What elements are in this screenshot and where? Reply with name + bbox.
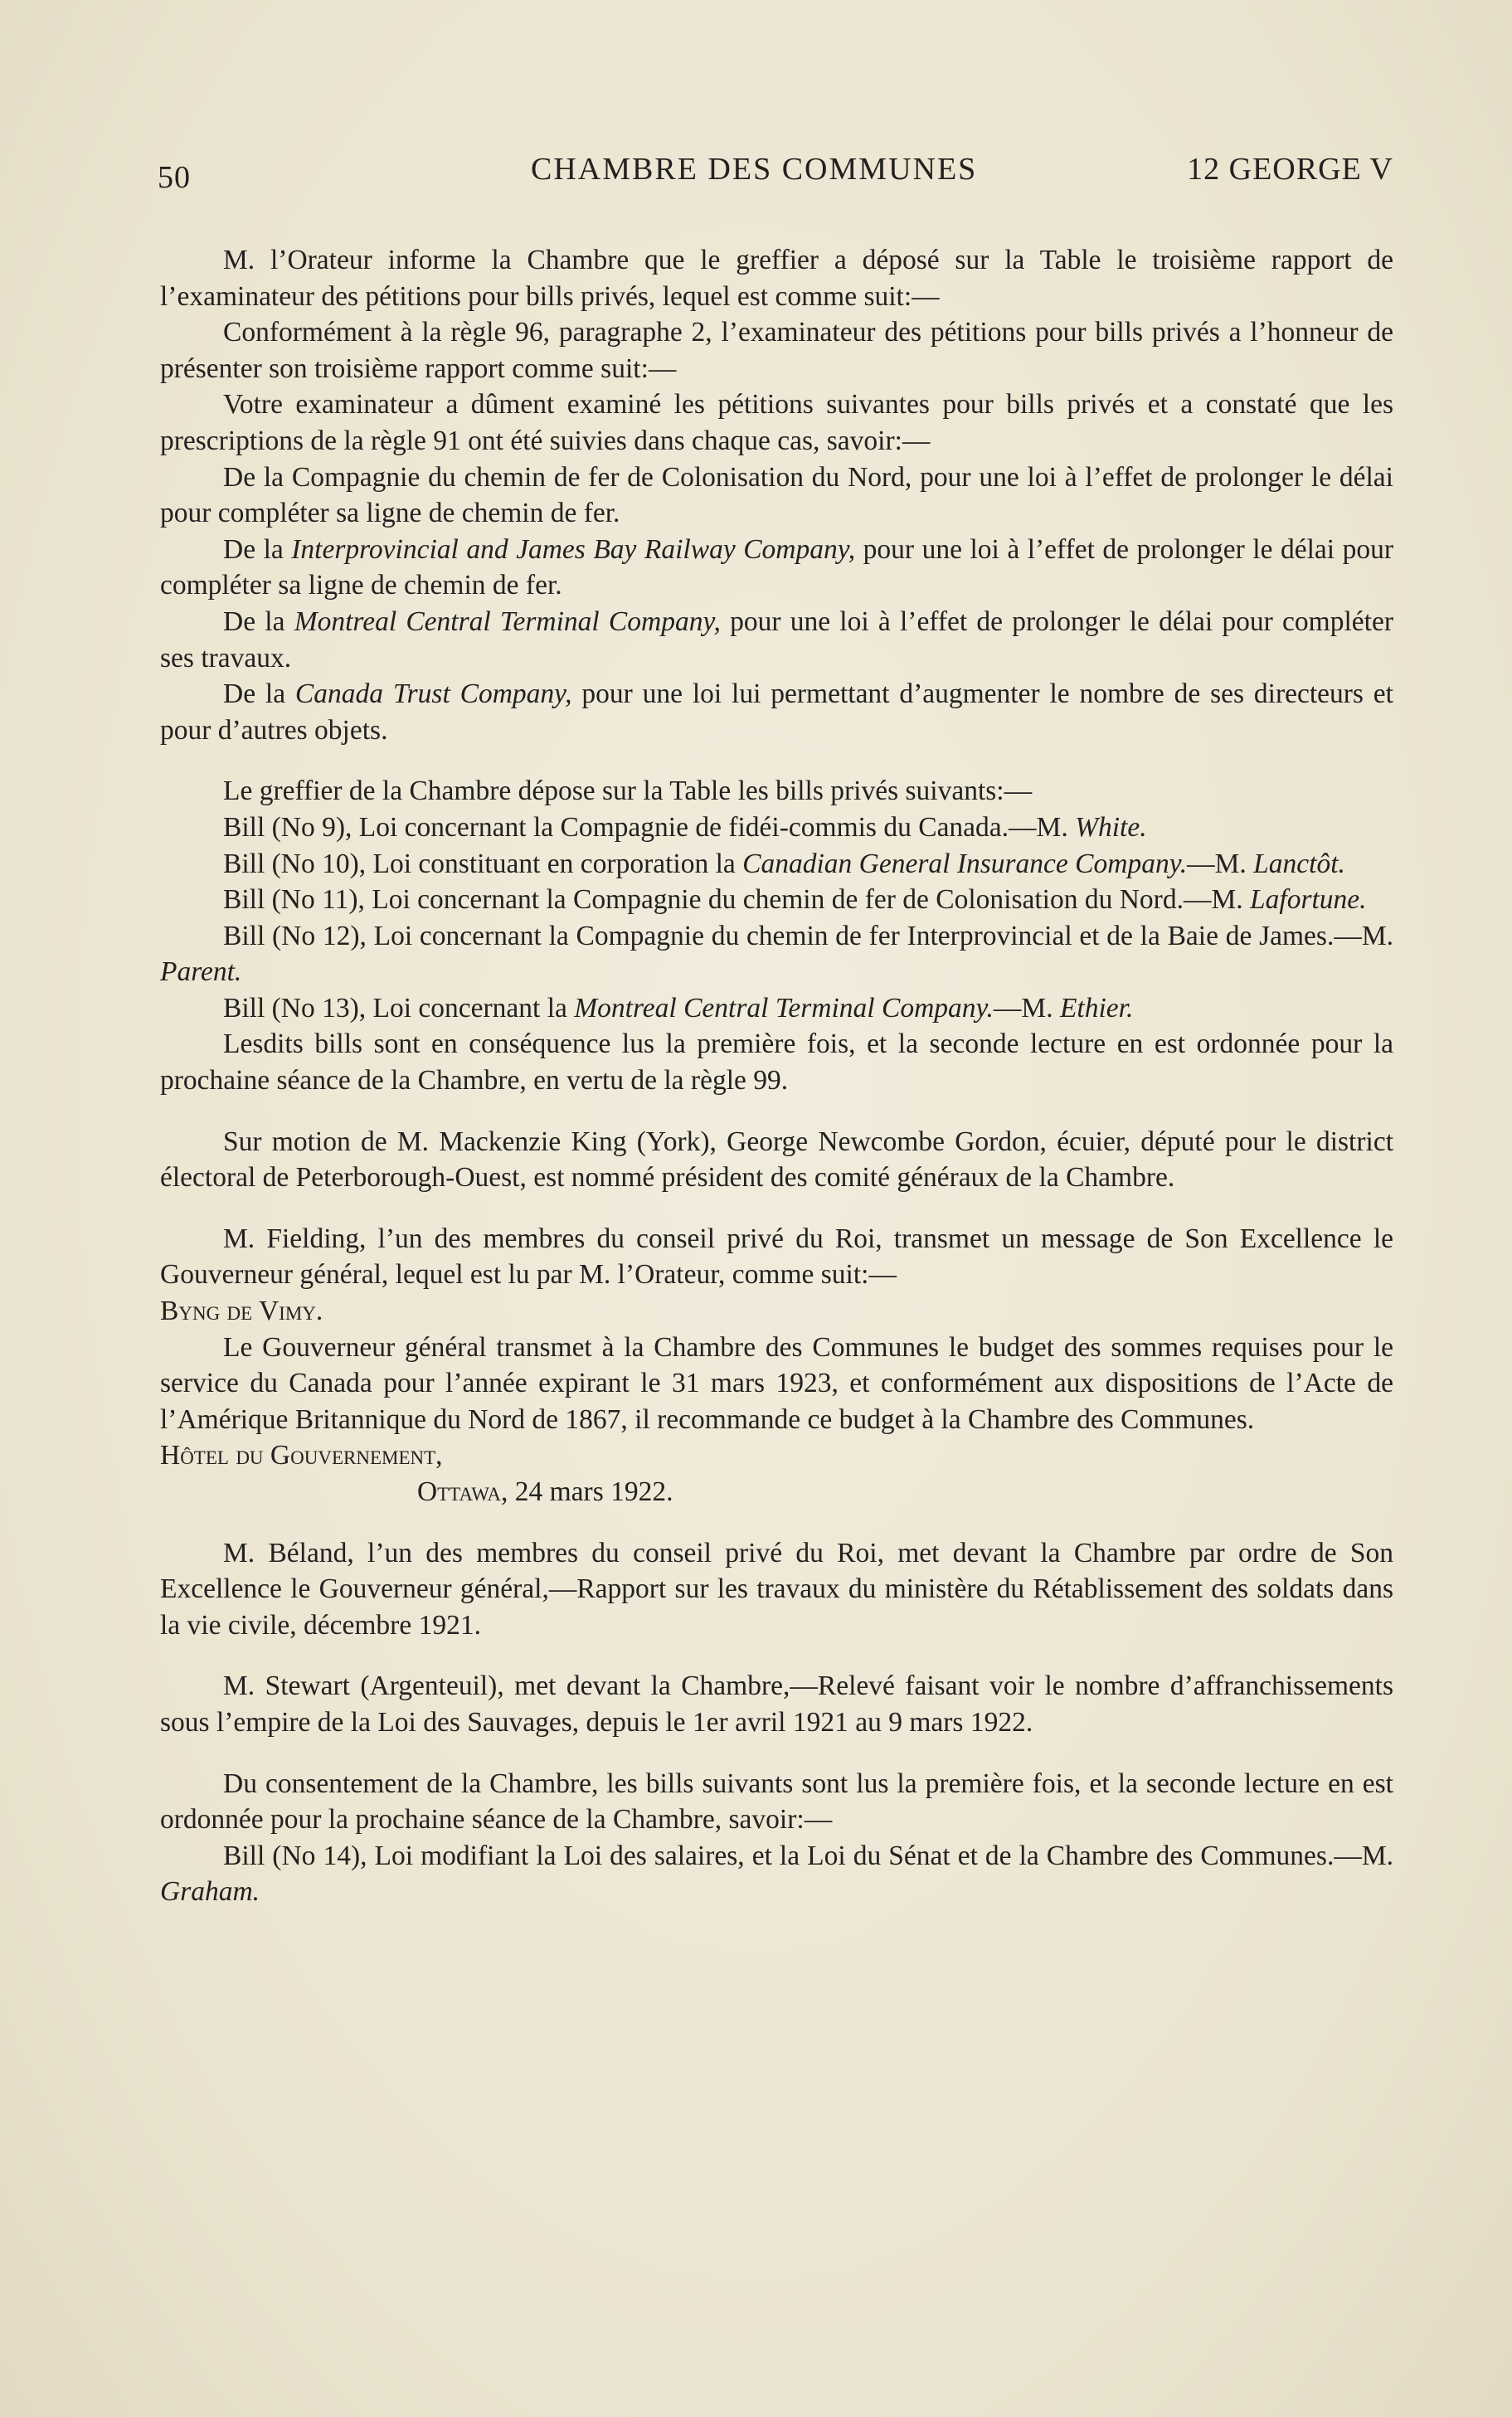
paragraph-beland: M. Béland, l’un des membres du conseil privé du Roi, met devant la Chambre par ordre de Son Excellence le Gouverneur général,—Rapport sur les travaux du ministère du Rétablissement des soldats dans la vie civile, décembre 1921. (160, 1537, 1393, 1641)
paragraph-motion-king: Sur motion de M. Mackenzie King (York), George Newcombe Gordon, écuier, député pour le district électoral de Peterborough-Ouest, est nommé président des comité généraux de la Chambre. (160, 1126, 1393, 1194)
paragraph-stewart: M. Stewart (Argenteuil), met devant la Chambre,—Relevé faisant voir le nombre d’affranchissements sous l’empire de la Loi des Sauvages, depuis le 1er avril 1921 au 9 mars 1922. (160, 1671, 1393, 1738)
paragraph-budget-message: Le Gouverneur général transmet à la Chambre des Communes le budget des sommes requises pour le service du Canada pour l’année expirant le 31 mars 1923, et conformément aux dispositions de l’Acte de l’Amérique Britannique du Nord de 1867, il recommande ce budget à la Chambre des Communes. (160, 1331, 1393, 1435)
bill-item-11: Bill (No 11), Loi concernant la Compagnie du chemin de fer de Colonisation du Nord.—M. Lafortune. (223, 884, 1367, 916)
signature-byng: Byng de Vimy. (160, 1296, 323, 1327)
journal-body (160, 242, 1393, 1910)
paragraph-consentement: Du consentement de la Chambre, les bills suivants sont lus la première fois, et la seconde lecture en est ordonnée pour la prochaine séance de la Chambre, savoir:— (160, 1768, 1393, 1836)
paragraph-lesdits: Lesdits bills sont en conséquence lus la première fois, et la seconde lecture en est ordonnée pour la prochaine séance de la Chambre, en vertu de la règle 99. (160, 1029, 1393, 1097)
petition-item-canada-trust: De la Canada Trust Company, pour une loi lui permettant d’augmenter le nombre de ses directeurs et pour d’autres objets. (160, 678, 1393, 746)
paragraph-conformement: Conformément à la règle 96, paragraphe 2, l’examinateur des pétitions pour bills privés a l’honneur de présenter son troisième rapport comme suit:— (160, 317, 1393, 384)
bill-item-10: Bill (No 10), Loi constituant en corporation la Canadian General Insurance Company.—M. Lanctôt. (223, 848, 1345, 879)
paragraph-votre-examinateur: Votre examinateur a dûment examiné les pétitions suivantes pour bills privés et a constaté que les prescriptions de la règle 91 ont été suivies dans chaque cas, savoir:— (160, 389, 1393, 456)
bill-item-9: Bill (No 9), Loi concernant la Compagnie de fidéi-commis du Canada.—M. White. (223, 811, 1147, 843)
paragraph-orateur-rapport: M. l’Orateur informe la Chambre que le greffier a déposé sur la Table le troisième rapport de l’examinateur des pétitions pour bills privés, lequel est comme suit:— (160, 245, 1393, 312)
bill-item-13: Bill (No 13), Loi concernant la Montreal Central Terminal Company.—M. Ethier. (223, 992, 1134, 1024)
regnal-year: 12 GEORGE V (1187, 152, 1393, 187)
petition-item-colonisation: De la Compagnie du chemin de fer de Colonisation du Nord, pour une loi à l’effet de prolonger le délai pour compléter sa ligne de chemin de fer. (160, 461, 1393, 529)
petition-item-montreal-terminal: De la Montreal Central Terminal Company, pour une loi à l’effet de prolonger le délai pour compléter ses travaux. (160, 605, 1393, 674)
petition-item-interprovincial: De la Interprovincial and James Bay Railway Company, pour une loi à l’effet de prolonger le délai pour compléter sa ligne de chemin de fer. (160, 533, 1393, 601)
place-hotel: Hôtel du Gouvernement, (160, 1440, 443, 1471)
running-header (158, 151, 1393, 195)
place-date: Ottawa, 24 mars 1922. (417, 1476, 673, 1507)
running-title: CHAMBRE DES COMMUNES (531, 152, 978, 187)
paragraph-greffier: Le greffier de la Chambre dépose sur la Table les bills privés suivants:— (223, 776, 1033, 807)
bill-item-14: Bill (No 14), Loi modifiant la Loi des salaires, et la Loi du Sénat et de la Chambre des Communes.—M. Graham. (160, 1840, 1393, 1908)
bill-item-12: Bill (No 12), Loi concernant la Compagnie du chemin de fer Interprovincial et de la Baie de James.—M. Parent. (160, 920, 1393, 988)
paragraph-fielding: M. Fielding, l’un des membres du conseil privé du Roi, transmet un message de Son Excellence le Gouverneur général, lequel est lu par M. l’Orateur, comme suit:— (160, 1223, 1393, 1291)
page-number: 50 (158, 160, 191, 195)
